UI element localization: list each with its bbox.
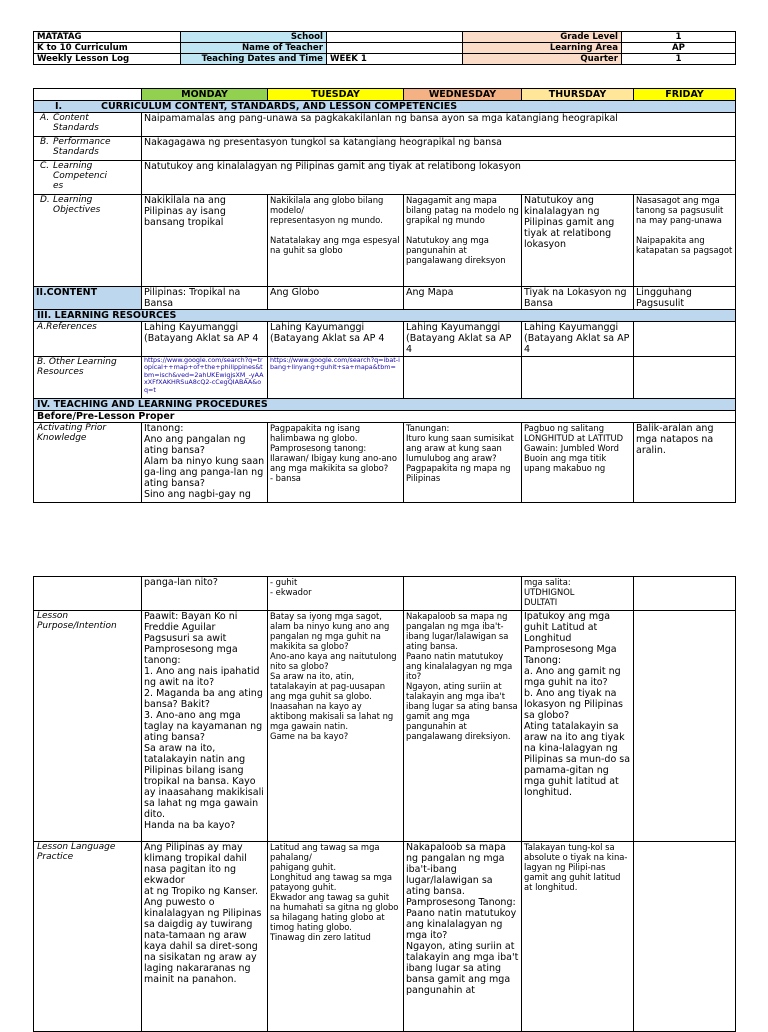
day-header-thursday: THURSDAY bbox=[522, 89, 634, 101]
objective-thursday: Natutukoy ang kinalalagyan ng Pilipinas gamit ang tiyak at relatibong lokasyon bbox=[522, 195, 634, 287]
objective-wednesday: Nagagamit ang mapa bilang patag na modelo ng grapikal ng mundo Natutukoy ang mga pangunahin at pangalawang direksyon bbox=[404, 195, 522, 287]
learning-objectives-label: D. Learning Objectives bbox=[34, 195, 142, 287]
lesson-language-practice-label: Lesson Language Practice bbox=[34, 842, 142, 1032]
header-left-3: Weekly Lesson Log bbox=[34, 54, 181, 65]
purpose-wednesday: Nakapaloob sa mapa ng pangalan ng mga iba't-ibang lugar/lalawigan sa ating bansa. Paano natin matutukoy ang kinalalagyan ng mga ito? Ngayon, ating suriin at talakayin ang mga iba't ibang lugar sa ating bansa gamit ang mga pangunahin at pangalawang direksiyon. bbox=[404, 611, 522, 842]
content-monday: Pilipinas: Tropikal na Bansa bbox=[142, 287, 268, 310]
section-number: I. bbox=[55, 101, 63, 112]
language-wednesday: Nakapaloob sa mapa ng pangalan ng mga iba't-ibang lugar/lalawigan sa ating bansa. Pamprosesong Tanong: Paano natin matutukoy ang kinalalagyan ng mga ito? Ngayon, ating suriin at talakayin ang mga iba't ibang lugar sa ating bansa gamit ang mga pangunahin at bbox=[404, 842, 522, 1032]
purpose-monday: Paawit: Bayan Ko ni Freddie Aguilar Pagsusuri sa awit Pamprosesong mga tanong: 1. Ano ang nais ipahatid ng awit na ito? 2. Maganda ba ang ating bansa? Bakit? 3. Ano-ano ang mga taglay na kayamanan ng ating bansa? Sa araw na ito, tatalakayin natin ang Pilipinas bilang isang tropikal na bansa. Kayo ay inaasahang makikisali sa lahat ng mga gawain dito. Handa na ba kayo? bbox=[142, 611, 268, 842]
performance-standards-label: B. Performance Standards bbox=[34, 137, 142, 161]
quarter-value[interactable]: 1 bbox=[622, 54, 736, 65]
learning-competencies-label: C. Learning Competenci es bbox=[34, 161, 142, 195]
language-friday bbox=[634, 842, 736, 1032]
learning-area-label: Learning Area bbox=[463, 43, 622, 54]
references-tuesday: Lahing Kayumanggi (Batayang Aklat sa AP 4 bbox=[268, 322, 404, 357]
content-thursday: Tiyak na Lokasyon ng Bansa bbox=[522, 287, 634, 310]
activating-cont-monday: panga-lan nito? bbox=[142, 577, 268, 611]
header-left-2: K to 10 Curriculum bbox=[34, 43, 181, 54]
activating-tuesday: Pagpapakita ng isang halimbawa ng globo. Pamprosesong tanong: Ilarawan/ Ibigay kung ano-ano ang mga makikita sa globo? - bansa bbox=[268, 423, 404, 503]
references-friday bbox=[634, 322, 736, 357]
content-tuesday: Ang Globo bbox=[268, 287, 404, 310]
quarter-label: Quarter bbox=[463, 54, 622, 65]
content-standards-label: A. Content Standards bbox=[34, 113, 142, 137]
section-title: CURRICULUM CONTENT, STANDARDS, AND LESSON COMPETENCIES bbox=[101, 101, 458, 112]
other-resources-label: B. Other Learning Resources bbox=[34, 357, 142, 399]
activating-monday: Itanong: Ano ang pangalan ng ating bansa? Alam ba ninyo kung saan ga-ling ang panga-lan ng ating bansa? Sino ang nagbi-gay ng bbox=[142, 423, 268, 503]
activating-wednesday: Tanungan: Ituro kung saan sumisikat ang araw at kung saan lumulubog ang araw? Pagpapakita ng mapa ng Pilipinas bbox=[404, 423, 522, 503]
section-teaching-procedures-header: IV. TEACHING AND LEARNING PROCEDURES bbox=[34, 399, 736, 411]
learning-competencies-text: Natutukoy ang kinalalagyan ng Pilipinas gamit ang tiyak at relatibong lokasyon bbox=[142, 161, 736, 195]
other-resources-thursday bbox=[522, 357, 634, 399]
activating-cont-tuesday: - guhit - ekwador bbox=[268, 577, 404, 611]
continued-label-blank bbox=[34, 577, 142, 611]
teacher-label: Name of Teacher bbox=[181, 43, 327, 54]
before-lesson-header: Before/Pre-Lesson Proper bbox=[34, 411, 736, 423]
header-left-1: MATATAG bbox=[34, 32, 181, 43]
objective-friday: Nasasagot ang mga tanong sa pagsusulit na may pang-unawa Naipapakita ang katapatan sa pagsagot bbox=[634, 195, 736, 287]
section-learning-resources-header: III. LEARNING RESOURCES bbox=[34, 310, 736, 322]
day-header-monday: MONDAY bbox=[142, 89, 268, 101]
activating-cont-thursday: mga salita: UTDHIGNOL DULTATI bbox=[522, 577, 634, 611]
lesson-log-continued-table bbox=[33, 576, 736, 1032]
activating-prior-knowledge-label: Activating Prior Knowledge bbox=[34, 423, 142, 503]
teacher-value[interactable] bbox=[327, 43, 463, 54]
purpose-friday bbox=[634, 611, 736, 842]
activating-thursday: Pagbuo ng salitang LONGHITUD at LATITUD Gawain: Jumbled Word Buoin ang mga titik upang makabuo ng bbox=[522, 423, 634, 503]
dates-value[interactable]: WEEK 1 bbox=[327, 54, 463, 65]
content-friday: Lingguhang Pagsusulit bbox=[634, 287, 736, 310]
other-resources-link-tuesday[interactable]: https://www.google.com/search?q=ibat-ibang+linyang+guhit+sa+mapa&tbm= bbox=[268, 357, 404, 399]
day-header-wednesday: WEDNESDAY bbox=[404, 89, 522, 101]
section-curriculum-header bbox=[34, 101, 736, 113]
references-monday: Lahing Kayumanggi (Batayang Aklat sa AP 4 bbox=[142, 322, 268, 357]
references-wednesday: Lahing Kayumanggi (Batayang Aklat sa AP 4 bbox=[404, 322, 522, 357]
day-header-tuesday: TUESDAY bbox=[268, 89, 404, 101]
references-label: A.References bbox=[34, 322, 142, 357]
performance-standards-text: Nakagagawa ng presentasyon tungkol sa katangiang heograpikal ng bansa bbox=[142, 137, 736, 161]
other-resources-link-monday[interactable]: https://www.google.com/search?q=tropical++map+of+the+philippines&tbm=isch&ved=2ahUKEwigjsXM_-yAAxXFfXAKHRSuA8cQ2-cCegQIABAA&oq=t bbox=[142, 357, 268, 399]
activating-cont-friday bbox=[634, 577, 736, 611]
header-table bbox=[33, 31, 736, 65]
corner-cell bbox=[34, 89, 142, 101]
grade-level-value[interactable]: 1 bbox=[622, 32, 736, 43]
content-standards-text: Naipamamalas ang pang-unawa sa pagkakakilanlan ng bansa ayon sa mga katangiang heograpikal bbox=[142, 113, 736, 137]
activating-cont-wednesday bbox=[404, 577, 522, 611]
objective-tuesday: Nakikilala ang globo bilang modelo/ representasyon ng mundo. Natatalakay ang mga espesyal na guhit sa globo bbox=[268, 195, 404, 287]
day-header-friday: FRIDAY bbox=[634, 89, 736, 101]
language-thursday: Talakayan tung-kol sa absolute o tiyak na kina-lagyan ng Pilipi-nas gamit ang guhit latitud at longhitud. bbox=[522, 842, 634, 1032]
content-wednesday: Ang Mapa bbox=[404, 287, 522, 310]
language-tuesday: Latitud ang tawag sa mga pahalang/ pahigang guhit. Longhitud ang tawag sa mga patayong guhit. Ekwador ang tawag sa guhit na humahati sa gitna ng globo sa hilagang hating globo at timog hating globo. Tinawag din zero latitud bbox=[268, 842, 404, 1032]
language-monday: Ang Pilipinas ay may klimang tropikal dahil nasa pagitan ito ng ekwador at ng Tropiko ng Kanser. Ang puwesto o kinalalagyan ng Pilipinas sa daigdig ay tuwirang nata-tamaan ng araw kaya dahil sa diret-song na sisikatan ng araw ay laging nakararanas ng mainit na panahon. bbox=[142, 842, 268, 1032]
school-label: School bbox=[181, 32, 327, 43]
other-resources-friday bbox=[634, 357, 736, 399]
lesson-purpose-label: Lesson Purpose/Intention bbox=[34, 611, 142, 842]
objective-monday: Nakikilala na ang Pilipinas ay isang bansang tropikal bbox=[142, 195, 268, 287]
other-resources-wednesday bbox=[404, 357, 522, 399]
school-value[interactable] bbox=[327, 32, 463, 43]
purpose-tuesday: Batay sa iyong mga sagot, alam ba ninyo kung ano ang pangalan ng mga guhit na makikita sa globo? Ano-ano kaya ang naitutulong nito sa globo? Sa araw na ito, atin, tatalakayin at pag-uusapan ang mga guhit sa globo. Inaasahan na kayo ay aktibong makisali sa lahat ng mga gawain natin. Game na ba kayo? bbox=[268, 611, 404, 842]
learning-area-value[interactable]: AP bbox=[622, 43, 736, 54]
activating-friday: Balik-aralan ang mga natapos na aralin. bbox=[634, 423, 736, 503]
purpose-thursday: Ipatukoy ang mga guhit Latitud at Longhitud Pamprosesong Mga Tanong: a. Ano ang gamit ng mga guhit na ito? b. Ano ang tiyak na lokasyon ng Pilipinas sa globo? Ating tatalakayin sa araw na ito ang tiyak na kina-lalagyan ng Pilipinas sa mun-do sa pamama-gitan ng mga guhit latitud at longhitud. bbox=[522, 611, 634, 842]
dates-label: Teaching Dates and Time bbox=[181, 54, 327, 65]
references-thursday: Lahing Kayumanggi (Batayang Aklat sa AP 4 bbox=[522, 322, 634, 357]
grade-level-label: Grade Level bbox=[463, 32, 622, 43]
lesson-log-table bbox=[33, 88, 736, 503]
content-label: II.CONTENT bbox=[34, 287, 142, 310]
